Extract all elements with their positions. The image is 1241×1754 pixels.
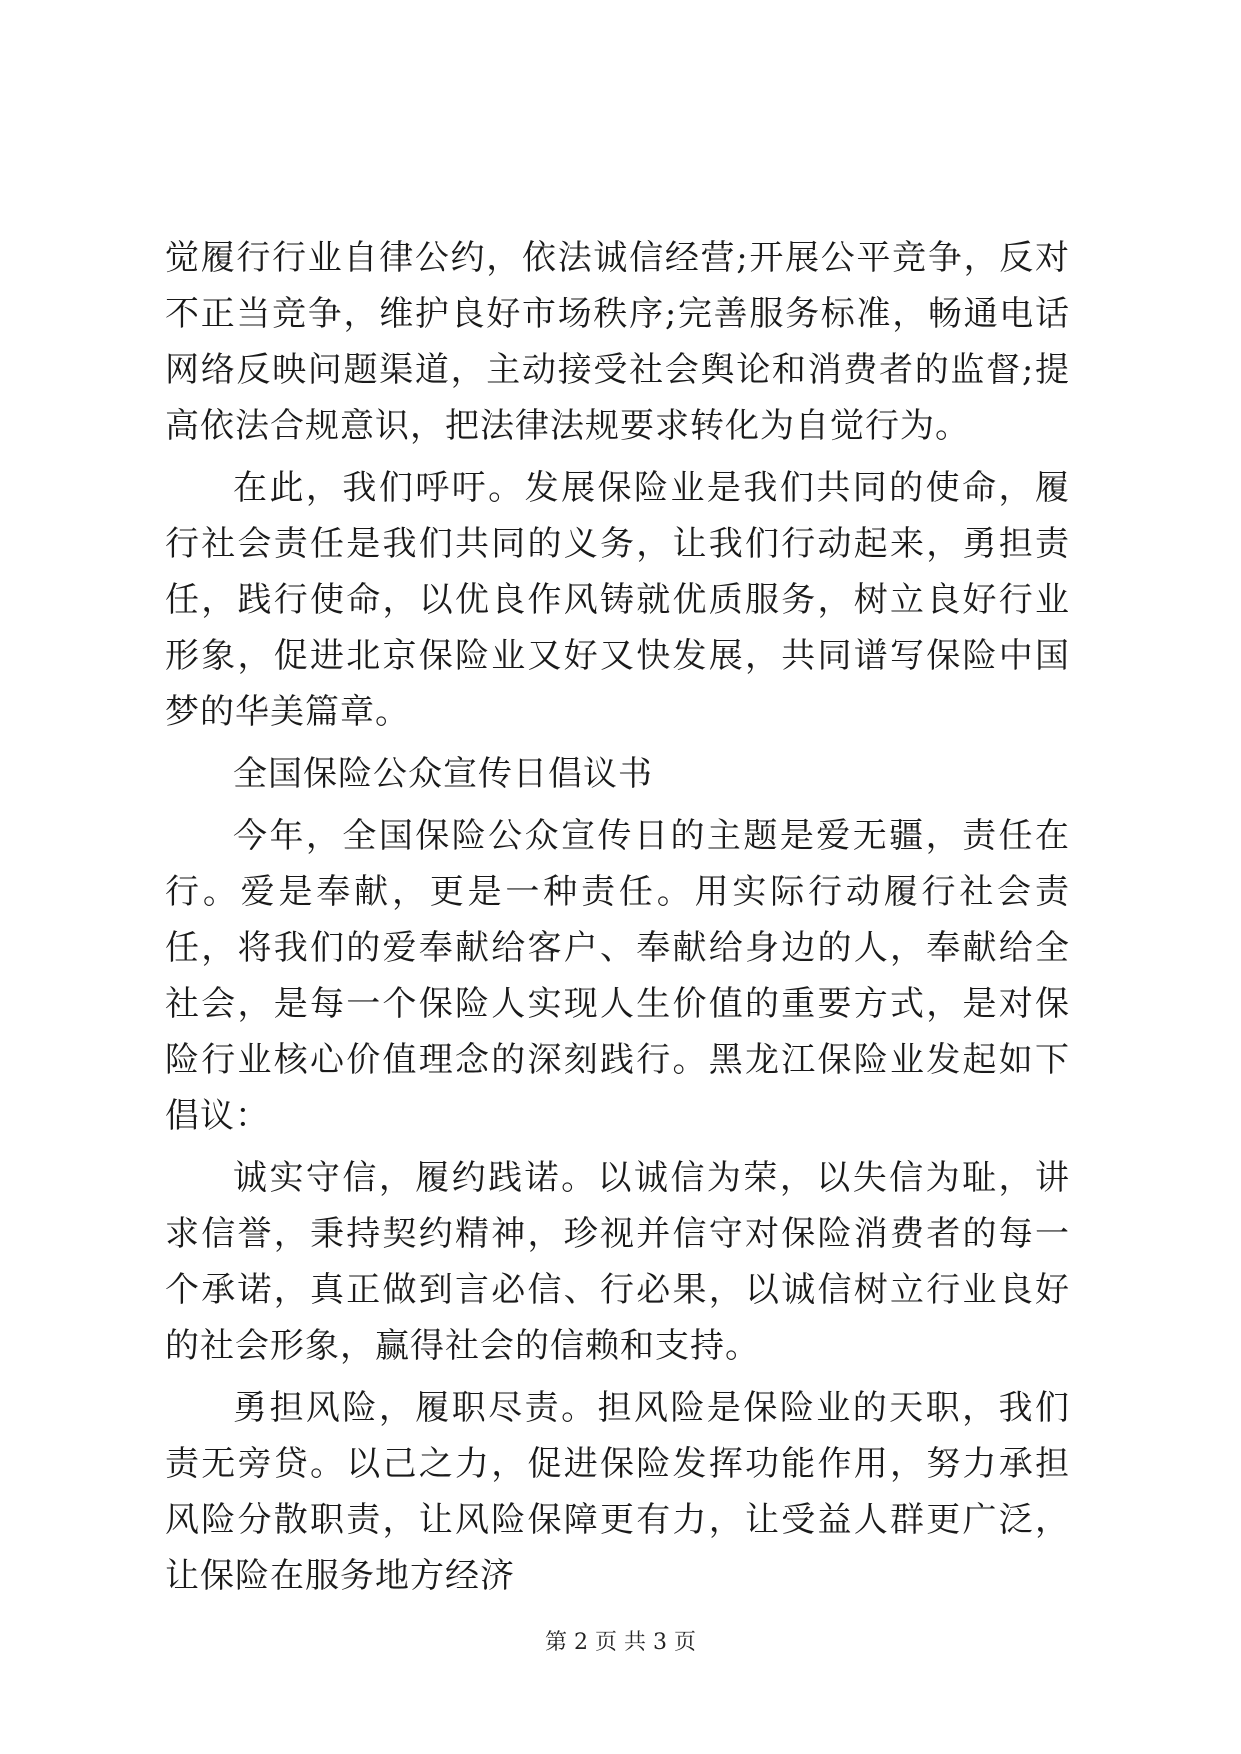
document-body	[165, 230, 1070, 1610]
paragraph-theme: 今年，全国保险公众宣传日的主题是爱无疆，责任在行。爱是奉献，更是一种责任。用实际行动履行社会责任，将我们的爱奉献给客户、奉献给身边的人，奉献给全社会，是每一个保险人实现人生价值的重要方式，是对保险行业核心价值理念的深刻践行。黑龙江保险业发起如下倡议：	[165, 816, 1070, 1136]
section-heading: 全国保险公众宣传日倡议书	[233, 754, 653, 794]
page-number-footer: 第 2 页 共 3 页	[545, 1630, 696, 1655]
paragraph-integrity: 诚实守信，履约践诺。以诚信为荣，以失信为耻，讲求信誉，秉持契约精神，珍视并信守对保险消费者的每一个承诺，真正做到言必信、行必果，以诚信树立行业良好的社会形象，赢得社会的信赖和支持。	[165, 1158, 1070, 1366]
paragraph-risk: 勇担风险，履职尽责。担风险是保险业的天职，我们责无旁贷。以己之力，促进保险发挥功能作用，努力承担风险分散职责，让风险保障更有力，让受益人群更广泛，让保险在服务地方经济	[165, 1388, 1070, 1596]
paragraph-continuation: 觉履行行业自律公约，依法诚信经营;开展公平竞争，反对不正当竞争，维护良好市场秩序;完善服务标准，畅通电话网络反映问题渠道，主动接受社会舆论和消费者的监督;提高依法合规意识，把法律法规要求转化为自觉行为。	[165, 238, 1071, 446]
paragraph-appeal: 在此，我们呼吁。发展保险业是我们共同的使命，履行社会责任是我们共同的义务，让我们行动起来，勇担责任，践行使命，以优良作风铸就优质服务，树立良好行业形象，促进北京保险业又好又快发展，共同谱写保险中国梦的华美篇章。	[165, 468, 1070, 732]
